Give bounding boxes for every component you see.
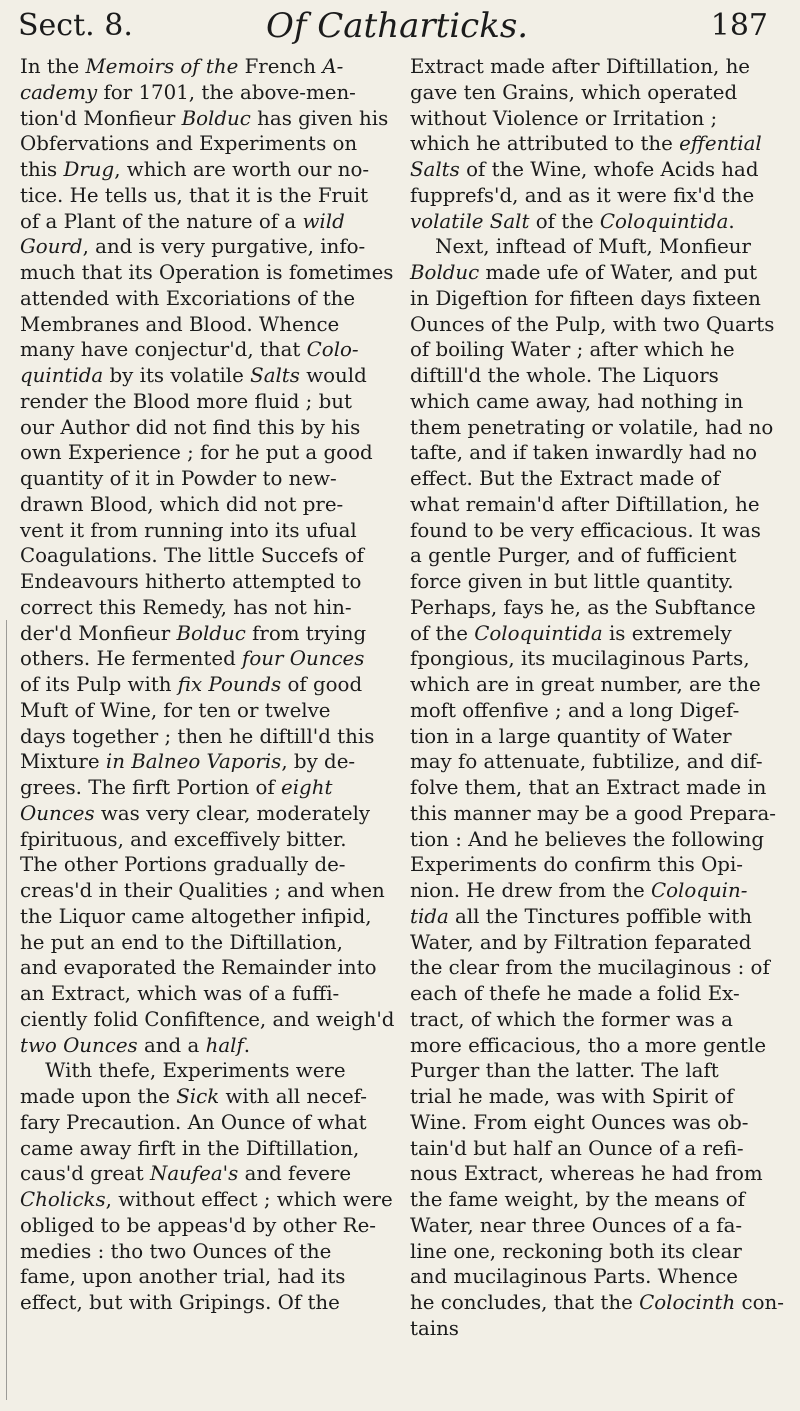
text-line: tafte, and if taken inwardly had no	[410, 441, 758, 465]
text-line: grees. The firft Portion of eight	[20, 776, 333, 799]
text-line: The other Portions gradually de-	[20, 853, 346, 877]
text-line: Ounces was very clear, moderately	[20, 801, 371, 825]
text-line: fupprefs'd, and as it were fix'd the	[410, 183, 755, 207]
right-column	[410, 54, 782, 1342]
text-line: two Ounces and a half.	[20, 1033, 251, 1057]
text-line: more efficacious, tho a more gentle	[410, 1033, 767, 1057]
text-line: Endeavours hitherto attempted to	[20, 570, 362, 593]
text-line: Obfervations and Experiments on	[20, 132, 358, 156]
text-line: Mixture in Balneo Vaporis, by de-	[20, 750, 356, 774]
text-line: fpongious, its mucilaginous Parts,	[410, 647, 750, 671]
text-line: the Liquor came altogether infipid,	[20, 904, 372, 928]
text-line: nous Extract, whereas he had from	[410, 1162, 763, 1186]
text-line: quantity of it in Powder to new-	[20, 467, 337, 490]
text-line: gave ten Grains, which operated	[410, 80, 738, 104]
text-line: Perhaps, fays he, as the Subftance	[410, 595, 756, 619]
text-line: tion in a large quantity of Water	[410, 724, 732, 748]
text-line: others. He fermented four Ounces	[20, 647, 365, 671]
text-line: obliged to be appeas'd by other Re-	[20, 1213, 376, 1237]
text-line: tice. He tells us, that it is the Fruit	[20, 183, 369, 207]
text-line: which he attributed to the effential	[410, 132, 762, 156]
text-line: of the Coloquintida is extremely	[410, 621, 732, 645]
left-column	[20, 54, 395, 1316]
text-line: effect, but with Gripings. Of the	[20, 1291, 340, 1314]
text-line: In the Memoirs of the French A-	[20, 55, 344, 78]
text-line: each of thefe he made a folid Ex-	[410, 982, 740, 1005]
text-line: which are in great number, are the	[410, 673, 761, 696]
text-line: the fame weight, by the means of	[410, 1188, 745, 1211]
text-line: he concludes, that the Colocinth con-	[410, 1291, 784, 1314]
text-line: in Digeftion for fifteen days fixteen	[410, 286, 761, 310]
text-line: and evaporated the Remainder into	[20, 956, 377, 980]
text-line: cademy for 1701, the above-men-	[20, 80, 356, 104]
text-line: correct this Remedy, has not hin-	[20, 595, 352, 619]
text-line: which came away, had nothing in	[410, 389, 744, 413]
text-line: fame, upon another trial, had its	[20, 1265, 346, 1289]
text-line: came away firft in the Diftillation,	[20, 1136, 360, 1160]
text-line: Coagulations. The little Succefs of	[20, 544, 364, 568]
text-line: Muft of Wine, for ten or twelve	[20, 698, 331, 722]
text-line: attended with Excoriations of the	[20, 286, 356, 310]
text-line: fary Precaution. An Ounce of what	[20, 1110, 367, 1134]
text-line: fpirituous, and exceffively bitter.	[20, 827, 347, 851]
text-line: nion. He drew from the Coloquin-	[410, 879, 748, 902]
text-line: many have conjectur'd, that Colo-	[20, 338, 359, 362]
running-title: Of Catharticks.	[266, 6, 529, 46]
text-line: volatile Salt of the Coloquintida.	[410, 209, 735, 233]
text-line: der'd Monfieur Bolduc from trying	[20, 621, 367, 645]
text-line: tion : And he believes the following	[410, 827, 765, 851]
text-line: Experiments do confirm this Opi-	[410, 853, 743, 877]
text-line: our Author did not find this by his	[20, 415, 361, 439]
text-line: tains	[410, 1316, 459, 1340]
page-number: 187	[710, 8, 768, 43]
running-header	[18, 4, 790, 52]
text-line: With thefe, Experiments were	[20, 1059, 346, 1083]
text-line: quintida by its volatile Salts would	[20, 364, 367, 387]
text-line: Purger than the latter. The laft	[410, 1059, 719, 1083]
text-line: moft offenfive ; and a long Digef-	[410, 698, 740, 722]
text-line: this manner may be a good Prepara-	[410, 801, 776, 825]
text-line: made upon the Sick with all necef-	[20, 1085, 367, 1108]
text-line: Gourd, and is very purgative, info-	[20, 235, 366, 259]
text-line: vent it from running into its ufual	[20, 518, 357, 542]
text-line: trial he made, was with Spirit of	[410, 1085, 734, 1108]
text-line: Ounces of the Pulp, with two Quarts	[410, 312, 775, 336]
text-line: this Drug, which are worth our no-	[20, 158, 370, 181]
text-line: he put an end to the Diftillation,	[20, 930, 343, 954]
text-line: days together ; then he diftill'd this	[20, 724, 375, 748]
text-line: own Experience ; for he put a good	[20, 441, 373, 465]
text-line: what remain'd after Diftillation, he	[410, 492, 760, 516]
text-line: found to be very efficacious. It was	[410, 518, 761, 542]
text-line: Water, near three Ounces of a fa-	[410, 1213, 743, 1237]
text-line: a gentle Purger, and of fufficient	[410, 544, 737, 568]
text-line: line one, reckoning both its clear	[410, 1239, 742, 1263]
text-line: of a Plant of the nature of a wild	[20, 209, 345, 233]
text-line: medies : tho two Ounces of the	[20, 1239, 332, 1263]
left-margin-rule	[6, 620, 7, 1400]
text-line: of its Pulp with fix Pounds of good	[20, 673, 363, 696]
text-line: ciently folid Confiftence, and weigh'd	[20, 1007, 395, 1031]
text-line: Extract made after Diftillation, he	[410, 55, 751, 78]
text-line: Salts of the Wine, whofe Acids had	[410, 158, 759, 181]
text-line: without Violence or Irritation ;	[410, 106, 718, 130]
text-line: force given in but little quantity.	[410, 570, 734, 593]
text-line: them penetrating or volatile, had no	[410, 415, 774, 439]
text-line: folve them, that an Extract made in	[410, 776, 767, 799]
section-label: Sect. 8.	[18, 8, 133, 43]
text-line: Bolduc made ufe of Water, and put	[410, 261, 758, 284]
text-line: the clear from the mucilaginous : of	[410, 956, 770, 980]
text-line: Water, and by Filtration feparated	[410, 930, 752, 954]
text-line: tain'd but half an Ounce of a refi-	[410, 1136, 744, 1160]
text-line: diftill'd the whole. The Liquors	[410, 364, 719, 387]
text-line: tida all the Tinctures poffible with	[410, 904, 752, 928]
text-line: Membranes and Blood. Whence	[20, 312, 340, 336]
text-line: Cholicks, without effect ; which were	[20, 1188, 393, 1211]
text-line: creas'd in their Qualities ; and when	[20, 879, 385, 902]
text-line: render the Blood more fluid ; but	[20, 389, 352, 413]
text-line: Wine. From eight Ounces was ob-	[410, 1110, 749, 1134]
text-line: caus'd great Naufea's and fevere	[20, 1162, 352, 1186]
text-line: Next, inftead of Muft, Monfieur	[410, 235, 751, 259]
text-line: much that its Operation is fometimes	[20, 261, 394, 284]
text-line: and mucilaginous Parts. Whence	[410, 1265, 738, 1289]
text-line: effect. But the Extract made of	[410, 467, 720, 490]
text-line: tract, of which the former was a	[410, 1007, 733, 1031]
text-line: an Extract, which was of a fuffi-	[20, 982, 340, 1005]
text-line: of boiling Water ; after which he	[410, 338, 735, 362]
text-line: drawn Blood, which did not pre-	[20, 492, 344, 516]
text-line: tion'd Monfieur Bolduc has given his	[20, 106, 389, 130]
text-line: may fo attenuate, fubtilize, and dif-	[410, 750, 763, 774]
